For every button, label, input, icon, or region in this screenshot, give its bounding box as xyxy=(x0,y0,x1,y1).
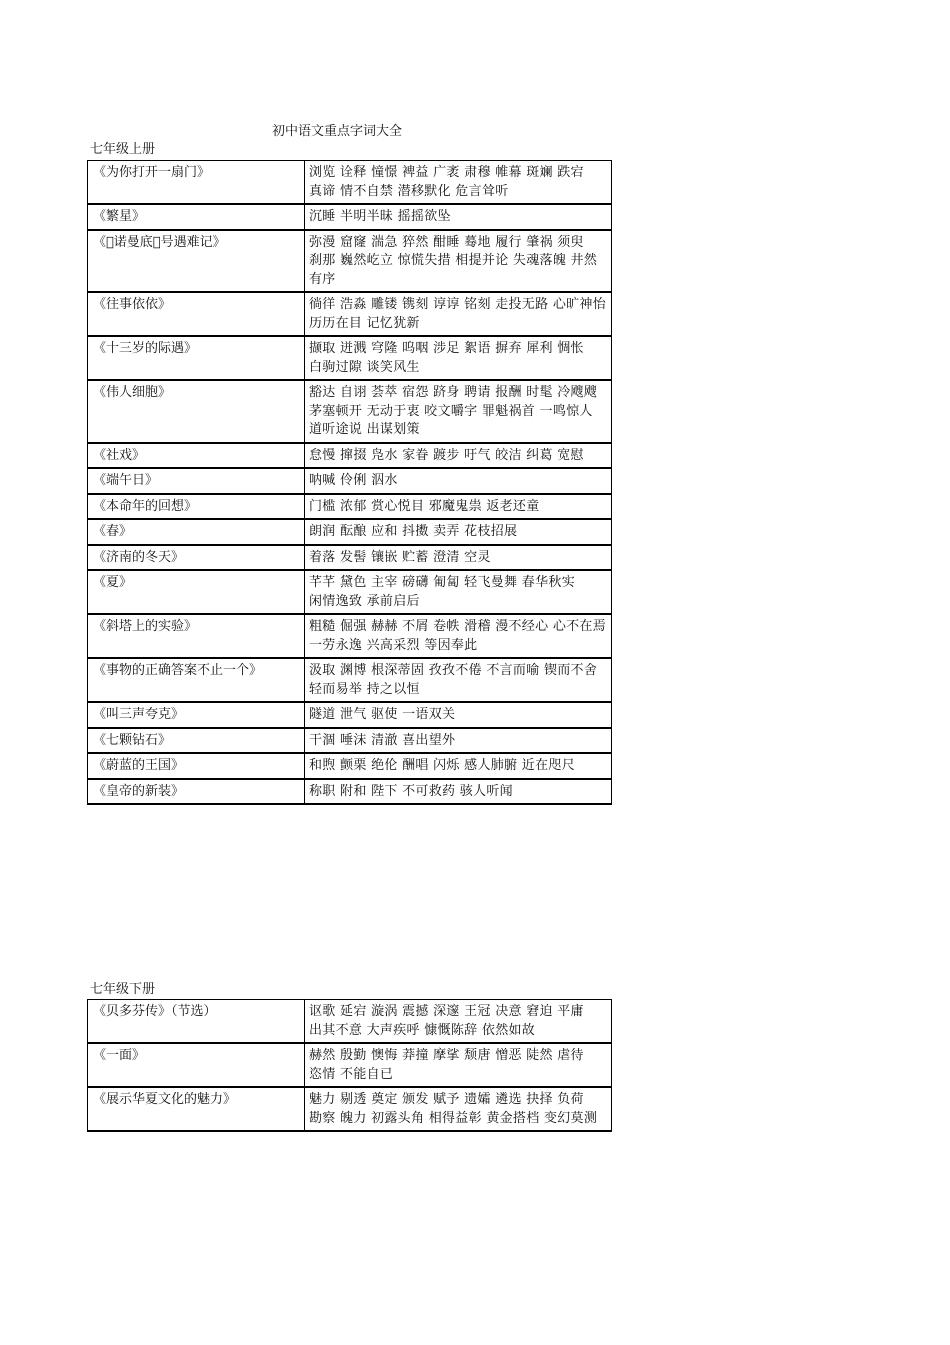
table-row xyxy=(88,570,612,614)
vocab-line: 称职 附和 陛下 不可救药 骇人听闻 xyxy=(309,783,513,799)
table-row xyxy=(88,468,612,494)
table-row xyxy=(88,443,612,469)
table-row xyxy=(88,1087,612,1131)
vocab-table-grade7-upper xyxy=(87,160,612,805)
table-row xyxy=(88,728,612,754)
lesson-title-cell: 《端午日》 xyxy=(88,468,305,494)
vocab-line: 闲情逸致 承前启后 xyxy=(309,593,420,609)
lesson-title-cell: 《十三岁的际遇》 xyxy=(88,336,305,380)
table-row xyxy=(88,545,612,571)
lesson-title-cell: 《济南的冬天》 xyxy=(88,545,305,571)
table-row xyxy=(88,336,612,380)
lesson-title-cell: 《贝多芬传》（节选） xyxy=(88,1000,305,1044)
table-row xyxy=(88,161,612,205)
vocab-line: 讴歌 延宕 漩涡 震撼 深邃 王冠 决意 窘迫 平庸 xyxy=(309,1004,584,1019)
table-row xyxy=(88,702,612,728)
vocab-line: 一劳永逸 兴高采烈 等因奉此 xyxy=(309,637,478,653)
vocab-line: 出其不意 大声疾呼 慷慨陈辞 依然如故 xyxy=(309,1022,536,1038)
vocab-line: 撷取 迸溅 穹隆 呜咽 涉足 絮语 摒弃 犀利 惆怅 xyxy=(309,341,584,356)
table-row xyxy=(88,380,612,443)
lesson-title-cell: 《繁星》 xyxy=(88,204,305,230)
lesson-title-cell: 《春》 xyxy=(88,519,305,545)
vocab-line: 徜徉 浩淼 雕镂 镌刻 谆谆 铭刻 走投无路 心旷神怡 xyxy=(309,297,607,312)
table-row xyxy=(88,204,612,230)
table-row xyxy=(88,658,612,702)
vocab-line: 刹那 巍然屹立 惊慌失措 相提并论 失魂落魄 井然有序 xyxy=(309,253,598,287)
vocab-line: 芊芊 黛色 主宰 磅礴 匍匐 轻飞曼舞 春华秋实 xyxy=(309,575,575,590)
vocab-line: 和煦 颤栗 绝伦 酬唱 闪烁 感人肺腑 近在咫尺 xyxy=(309,758,575,773)
vocab-line: 粗糙 倔强 赫赫 不屑 卷帙 滑稽 漫不经心 心不在焉 xyxy=(309,619,607,634)
lesson-title-cell: 《斜塔上的实验》 xyxy=(88,614,305,658)
vocab-words-cell xyxy=(305,779,612,805)
vocab-line: 沉睡 半明半昧 摇摇欲坠 xyxy=(309,209,451,224)
vocab-line: 浏览 诠释 憧憬 裨益 广袤 肃穆 帷幕 斑斓 跌宕 xyxy=(309,165,584,180)
lesson-title-cell: 《七颗钻石》 xyxy=(88,728,305,754)
vocab-line: 怠慢 撺掇 凫水 家眷 踱步 吁气 皎洁 纠葛 宽慰 xyxy=(309,447,584,463)
vocab-line: 勘察 魄力 初露头角 相得益彰 黄金搭档 变幻莫测 xyxy=(309,1110,598,1126)
lesson-title-cell: 《叫三声夸克》 xyxy=(88,702,305,728)
vocab-line: 历历在目 记忆犹新 xyxy=(309,315,420,331)
table-row xyxy=(88,494,612,520)
vocab-line: 门槛 浓郁 赏心悦目 邪魔鬼祟 返老还童 xyxy=(309,498,540,514)
lesson-title-cell: 《为你打开一扇门》 xyxy=(88,161,305,205)
vocab-words-cell xyxy=(305,230,612,293)
vocab-words-cell xyxy=(305,1043,612,1087)
vocab-line: 魅力 剔透 奠定 颁发 赋予 遗孀 遴选 抉择 负荷 xyxy=(309,1092,584,1107)
vocab-words-cell xyxy=(305,336,612,380)
table-row xyxy=(88,292,612,336)
lesson-title-cell: 《往事依依》 xyxy=(88,292,305,336)
vocab-words-cell xyxy=(305,1087,612,1131)
vocab-words-cell xyxy=(305,702,612,728)
table-row xyxy=(88,1043,612,1087)
table-row xyxy=(88,230,612,293)
vocab-words-cell xyxy=(305,728,612,754)
table-row xyxy=(88,1000,612,1044)
lesson-title-cell: 《社戏》 xyxy=(88,443,305,469)
lesson-title-cell: 《一面》 xyxy=(88,1043,305,1087)
lesson-title-cell: 《蔚蓝的王国》 xyxy=(88,753,305,779)
vocab-words-cell xyxy=(305,292,612,336)
vocab-words-cell xyxy=(305,614,612,658)
vocab-line: 着落 发髻 镶嵌 贮蓄 澄清 空灵 xyxy=(309,549,491,565)
vocab-table-grade7-lower xyxy=(87,999,612,1132)
vocab-words-cell xyxy=(305,753,612,779)
lesson-title-cell: 《伟人细胞》 xyxy=(88,380,305,443)
vocab-line: 赫然 殷勤 懊悔 莽撞 摩挲 颓唐 憎恶 陡然 虐待 xyxy=(309,1048,584,1063)
vocab-words-cell xyxy=(305,570,612,614)
lesson-title-cell: 《展示华夏文化的魅力》 xyxy=(88,1087,305,1131)
vocab-words-cell xyxy=(305,1000,612,1044)
vocab-line: 茅塞顿开 无动于衷 咬文嚼字 罪魁祸首 一鸣惊人 xyxy=(309,403,593,419)
vocab-line: 白驹过隙 谈笑风生 xyxy=(309,359,420,375)
vocab-line: 真谛 情不自禁 潜移默化 危言耸听 xyxy=(309,183,509,199)
lesson-title-cell: 《皇帝的新装》 xyxy=(88,779,305,805)
vocab-line: 豁达 自诩 荟萃 宿怨 跻身 聘请 报酬 时髦 冷飕飕 xyxy=(309,385,598,400)
vocab-line: 轻而易举 持之以恒 xyxy=(309,681,420,697)
section-heading-grade7-upper: 七年级上册 xyxy=(90,142,156,157)
vocab-line: 呐喊 伶俐 泅水 xyxy=(309,473,398,488)
vocab-line: 朗润 酝酿 应和 抖擞 卖弄 花枝招展 xyxy=(309,524,518,539)
table-row xyxy=(88,519,612,545)
vocab-words-cell xyxy=(305,443,612,469)
vocab-line: 恣情 不能自已 xyxy=(309,1066,394,1082)
vocab-line: 道听途说 出谋划策 xyxy=(309,422,420,437)
vocab-words-cell xyxy=(305,468,612,494)
vocab-line: 隧道 泄气 驱使 一语双关 xyxy=(309,707,456,722)
vocab-words-cell xyxy=(305,204,612,230)
vocab-words-cell xyxy=(305,494,612,520)
section-heading-grade7-lower: 七年级下册 xyxy=(90,982,156,997)
lesson-title-cell: 《本命年的回想》 xyxy=(88,494,305,520)
vocab-words-cell xyxy=(305,658,612,702)
table-row xyxy=(88,779,612,805)
lesson-title-cell: 《 诺曼底 号遇难记》 xyxy=(88,230,305,293)
lesson-title-cell: 《事物的正确答案不止一个》 xyxy=(88,658,305,702)
vocab-words-cell xyxy=(305,161,612,205)
vocab-words-cell xyxy=(305,545,612,571)
table-row xyxy=(88,753,612,779)
table-row xyxy=(88,614,612,658)
vocab-line: 汲取 渊博 根深蒂固 孜孜不倦 不言而喻 锲而不舍 xyxy=(309,663,598,678)
document-title: 初中语文重点字词大全 xyxy=(272,124,403,139)
lesson-title-cell: 《夏》 xyxy=(88,570,305,614)
vocab-line: 干涸 唾沫 清澈 喜出望外 xyxy=(309,732,456,748)
vocab-words-cell xyxy=(305,519,612,545)
vocab-words-cell xyxy=(305,380,612,443)
vocab-line: 弥漫 窟窿 湍急 猝然 酣睡 蓦地 履行 肇祸 须臾 xyxy=(309,234,584,250)
